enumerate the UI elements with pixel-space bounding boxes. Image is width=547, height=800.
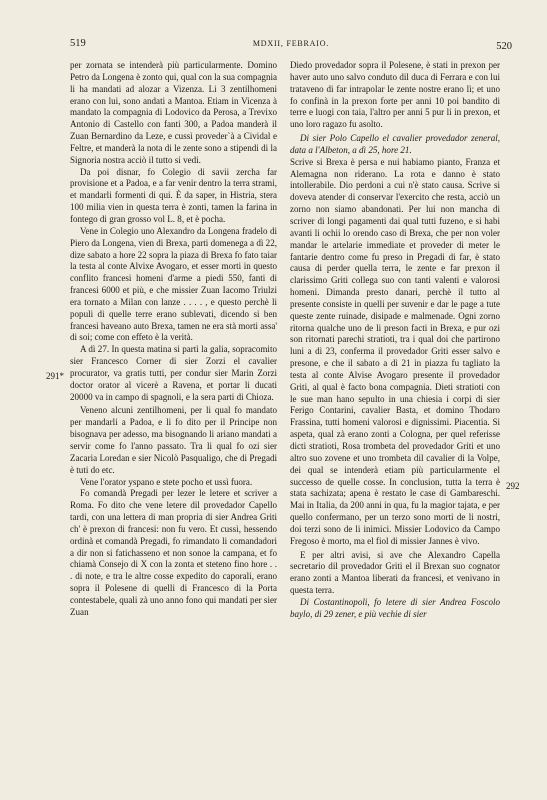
paragraph: Fo comandà Pregadi per lezer le letere et scriver a Roma. Fo dito che vene letere dil provedador Capello tardi, con una lettera di man propria di sier Andrea Griti ch' è prexon di francesi: non fu vero. Et cussì, hessendo ordinà et comandà Pregadi, fo rimandato li comandadori a dir non si fatichasseno et non sonoe la campana, et fo chiamà Consejo di X con la zonta et steteno fino hore . . . di note, e tra le altre cosse expedito do caporali, erano sopra il Polesene di quelli di Francesco di la Porta contestabele, quali zà uno anno fono qui mandati per sier Zuan bbox=[70, 488, 277, 617]
page-number-right: 520 bbox=[496, 41, 512, 52]
paragraph: Vene in Colegio uno Alexandro da Longena fradelo di Piero da Longena, vien di Brexa, parti domenega a dì 22, dize sabato a hore 22 sopra la piaza di Brexa fo fato taiar la testa al conte Alvixe Avogaro, et esser morti in questo conflito francesi homeni d'arme a piedi 550, fanti di francesi 6000 et più, e che missier Zuan Iacomo Triulzi era tornato a Milan con lanze . . . . , e questo perchè li populi di quelle terre erano sublevati, dicendo si ben francesi haveano auto Brexa, tamen ne era stà morti assa' di soi; come con effeto è la verità. bbox=[70, 225, 277, 343]
running-title: MDXII, FEBRAIO. bbox=[252, 39, 330, 48]
paragraph: Da poi disnar, fo Colegio di savii zercha far provisione et a Padoa, e a far venir dentro la terra strami, et mandarli formenti di qui. È da saper, in Histria, stera 100 milia vien in questa terra è zonti, tamen la farina in fontego di gran grosso vol L. 8, et è pocha. bbox=[70, 166, 277, 224]
paragraph: A dì 27. In questa matina si partì la galia, sopracomito sier Francesco Corner di sier Zorzi el cavalier procurator, va gratis tutti, per condur sier Marin Zorzi doctor orator al vicerè a Ravena, et portar li ducati 20000 va in campo di spagnoli, e la sera parti di Chioza. bbox=[70, 344, 277, 402]
paragraph: Scrive si Brexa è persa e nui habiamo pianto, Franza et Alemagna non riderano. La rota e danno è stato intollerabile. Dio perdoni a cui n'è stato causa. Scrive si doveva atender di conservar l'exercito che resta, acciò un zorno non siamo abandonati. Per lui non mancha di scriver di longi pagamenti dai qual tutti fuzeno, e si habi avanti li ochii lo orendo caso di Brexa, che per non voler mandar le artelarie immediate et proveder di meter le fantarie dentro come fu preso in Pregadi di far, è stato causa di perder quella terra, le zente e far prexon il clarissimo Griti collega suo con tanti valenti e valorosi homeni. Dimanda presto danari, perchè il tutto al presente consiste in quelli per suvenir e dar le page a tute queste zente ruinade, disipade e malmenade. Ogni zorno ritorna qualche uno de li preson facti in Brexa, e pur ozi son ritornati parechi stratioti, tra i qual doi che partirono luni a dì 23, conferma il provedador Griti esser salvo e presone, e che il sabato a dì 21 in piazza fu tagliato la testa al conte Alvise Avogaro presente il provedador Griti, al qual è facto bona compagnia. Dieti stratioti con le sue man hano sepulto in una chiesia i corpi di sier Ferigo Contarini, cavalier Basta, et domino Thodaro Frassina, tutti homeni valorosi e dignissimi. Piacentia. Si aspeta, qual zà erano zonti a Cologna, per quel referisse dicti stratioti, Rosa trombeta del provedador Griti et uno altro suo zovene et uno trombeta dil cavalier di la Volpe, dei qual se intenderà etiam più particularmente el successo de quelle cosse. In conclusion, tutta la terra è stata sachizata; apena è restato le case di Gambareschi. Mai in Italia, da 200 anni in qua, fu la magior tajata, e per quello confermano, per un terzo sono morti de li nostri, doi terzi sono de li inimici. Missier Lodovico da Campo Fregoso è morto, ma el fiol di missier Jannes è vivo. bbox=[290, 156, 500, 546]
letter-heading: Di Costantinopoli, fo letere di sier Andrea Foscolo baylo, di 29 zener, e più vechie di sier bbox=[290, 596, 500, 619]
paragraph: Diedo provedador sopra il Polesene, è stati in prexon per haver auto uno salvo conduto dil duca di Ferrara e con lui trataveno di far intrapolar le zente nostre erano lì; et uno fo confinà in la prexon forte per anni 10 poi bandito di terre e luogi con taia, l'altro per anni 5 pur li in prexon, et uno loro ragazo fu asolto. bbox=[290, 60, 500, 130]
letter-heading: Di sier Polo Capello el cavalier provedador zeneral, data a l'Albeton, a dì 25, hore 21. bbox=[290, 133, 500, 155]
margin-note-right: 292 bbox=[506, 481, 520, 491]
left-column bbox=[70, 60, 277, 619]
margin-note-left: 291* bbox=[46, 371, 64, 381]
paragraph: per zornata se intenderà più particularmente. Domino Petro da Longena è zonto qui, qual con la sua compagnia li ha mandati ad alozar a Vizenza. Li 3 zentilhomeni erano con lui, sono andati a Mantoa. Etiam in Vicenza à mandato la compagnia di Lodovico da Perosa, a Trevixo Antonio di Castello con fanti 300, a Padoa manderà il Zuan Bernardino da Leze, e cussì proveder`à a Cividal e Feltre, et manderà la nota di le zente sono a stipendi di la Signoria nostra acciò il tutto si vedi. bbox=[70, 60, 277, 165]
page-number-left: 519 bbox=[70, 38, 86, 49]
paragraph: Veneno alcuni zentilhomeni, per li qual fo mandato per mandarli a Padoa, e li fo dito per il Principe non bisognava per adesso, ma bisognando li ariano mandati a servir come fo l'anno passato. Tra li qual fo ozi sier Zacaria Loredan e sier Nicolò Pasqualigo, che di Pregadi è tuti do etc. bbox=[70, 405, 277, 475]
right-column bbox=[290, 60, 500, 621]
page-header bbox=[70, 38, 512, 54]
paragraph: Vene l'orator yspano e stete pocho et ussì fuora. bbox=[80, 476, 253, 487]
paragraph: E per altri avisi, si ave che Alexandro Capella secretario dil provedador Griti el il Brexan suo cognator erano zonti a Mantoa liberati da francesi, et venivano in questa terra. bbox=[290, 549, 500, 596]
